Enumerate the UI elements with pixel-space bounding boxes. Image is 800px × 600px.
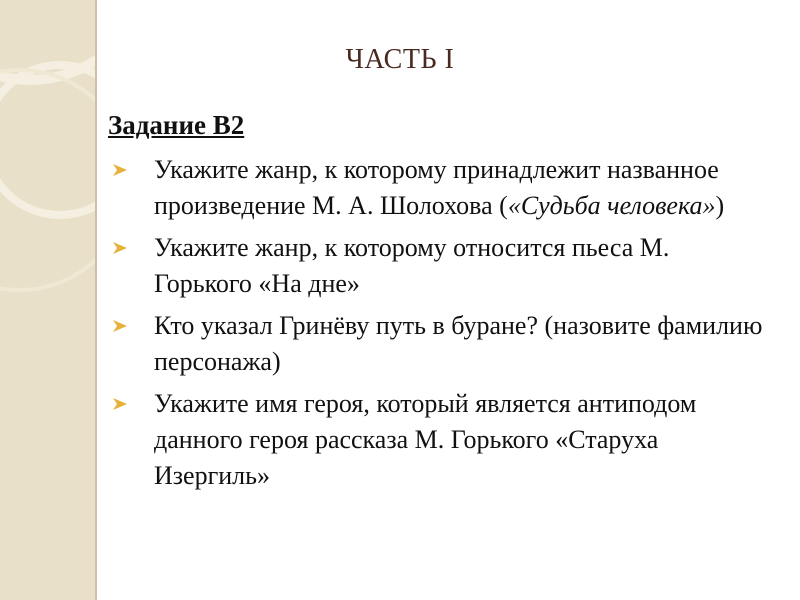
- item-text: Укажите жанр, к которому принадлежит названное произведение М. А. Шолохова (: [154, 155, 719, 220]
- arrowhead-bullet-icon: [112, 319, 128, 333]
- list-item: [108, 230, 768, 302]
- slide-title: ЧАСТЬ I: [345, 44, 455, 75]
- item-text: Укажите имя героя, который является антиподом данного героя рассказа М. Горького «Старуха Изергиль»: [154, 389, 697, 490]
- arrowhead-bullet-icon: [112, 241, 128, 255]
- item-text: Кто указал Гринёву путь в буране? (назовите фамилию персонажа): [154, 311, 763, 376]
- item-text: Укажите жанр, к которому относится пьеса М. Горького «На дне»: [154, 233, 670, 298]
- side-divider: [95, 0, 97, 600]
- decorative-circles-icon: [0, 0, 95, 600]
- task-list: [108, 152, 768, 500]
- arrowhead-bullet-icon: [112, 397, 128, 411]
- arrowhead-bullet-icon: [112, 163, 128, 177]
- task-heading: Задание В2: [108, 110, 245, 140]
- decorative-side-panel: [0, 0, 95, 600]
- list-item: [108, 152, 768, 224]
- list-item: [108, 308, 768, 380]
- item-text-end: ): [715, 191, 725, 220]
- list-item: [108, 386, 768, 494]
- work-title: «Судьба человека»: [507, 191, 716, 220]
